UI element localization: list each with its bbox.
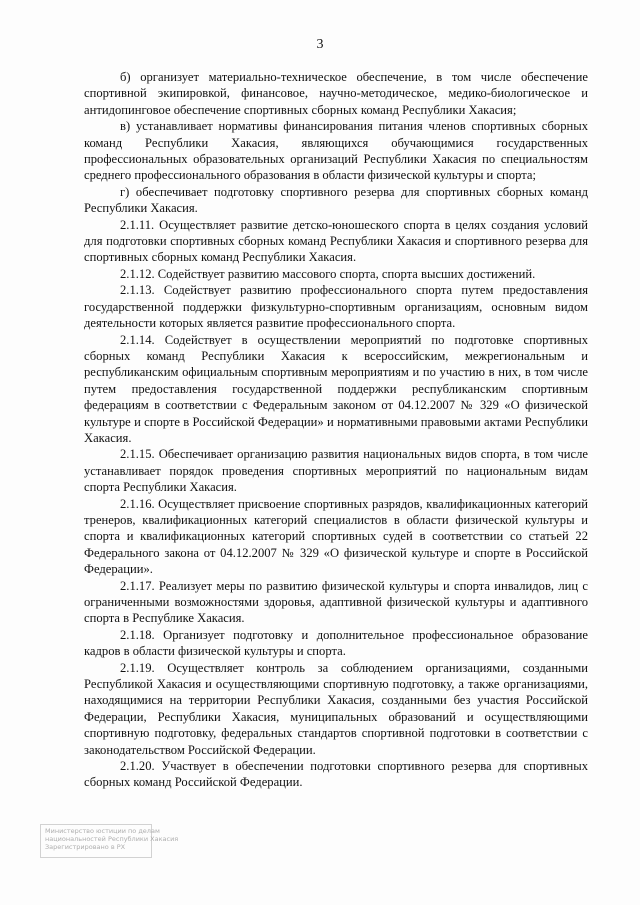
paragraph-2-1-11: 2.1.11. Осуществляет развитие детско-юношеского спорта в целях создания условий для подготовки спортивных сборных команд Республики Хакасия и спортивного резерва для спортивных сборных команд Республики Хакасия. bbox=[84, 217, 588, 265]
page-number: 3 bbox=[316, 37, 324, 52]
stamp-line-3: Зарегистрировано в РХ bbox=[45, 843, 126, 851]
paragraph-g: г) обеспечивает подготовку спортивного резерва для спортивных сборных команд Республики Хакасия. bbox=[84, 184, 588, 216]
registration-stamp bbox=[40, 824, 179, 858]
paragraph-2-1-13: 2.1.13. Содействует развитию профессионального спорта путем предоставления государственной поддержки физкультурно-спортивным организациям, основным видом деятельности которых является развитие профессионального спорта. bbox=[84, 283, 588, 331]
paragraph-v: в) устанавливает нормативы финансирования питания членов спортивных сборных команд Республики Хакасия, являющихся обучающимися государственных профессиональных образовательных организаций Республики Хакасия по специальностям среднего профессионального образования в области физической культуры и спорта; bbox=[84, 119, 588, 183]
paragraph-2-1-16: 2.1.16. Осуществляет присвоение спортивных разрядов, квалификационных категорий тренеров, квалификационных категорий специалистов в области физической культуры и спорта и квалификационных категорий спортивных судей в соответствии со статьей 22 Федерального закона от 04.12.2007 № 329 «О физической культуре и спорте в Российской Федерации». bbox=[84, 496, 588, 577]
stamp-line-2: национальностей Республики Хакасия bbox=[45, 835, 179, 843]
stamp-line-1: Министерство юстиции по делам bbox=[45, 827, 160, 835]
paragraph-2-1-18: 2.1.18. Организует подготовку и дополнительное профессиональное образование кадров в области физической культуры и спорта. bbox=[84, 627, 588, 659]
paragraph-2-1-14: 2.1.14. Содействует в осуществлении мероприятий по подготовке спортивных сборных команд Республики Хакасия к всероссийским, межрегиональным и республиканским официальным спортивным мероприятиям и по участию в них, в том числе путем предоставления государственной поддержки республиканским спортивным федерациям в соответствии с Федеральным законом от 04.12.2007 № 329 «О физической культуре и спорте в Российской Федерации» и нормативными правовыми актами Республики Хакасия. bbox=[84, 332, 588, 445]
paragraph-2-1-12: 2.1.12. Содействует развитию массового спорта, спорта высших достижений. bbox=[120, 266, 536, 281]
document-body bbox=[84, 69, 588, 791]
paragraph-2-1-15: 2.1.15. Обеспечивает организацию развития национальных видов спорта, в том числе устанавливает порядок проведения спортивных мероприятий по национальным видам спорта Республики Хакасия. bbox=[84, 447, 588, 495]
paragraph-2-1-17: 2.1.17. Реализует меры по развитию физической культуры и спорта инвалидов, лиц с ограниченными возможностями здоровья, адаптивной физической культуры и адаптивного спорта в Республике Хакасия. bbox=[84, 578, 588, 626]
paragraph-2-1-20: 2.1.20. Участвует в обеспечении подготовки спортивного резерва для спортивных сборных команд Российской Федерации. bbox=[84, 759, 588, 790]
paragraph-2-1-19: 2.1.19. Осуществляет контроль за соблюдением организациями, созданными Республикой Хакасия и осуществляющими спортивную подготовку, а также организациями, находящимися на территории Республики Хакасия, созданными без участия Российской Федерации, Республики Хакасия, муниципальных образований и осуществляющими спортивную подготовку, федеральных стандартов спортивной подготовки в соответствии с законодательством Российской Федерации. bbox=[84, 660, 588, 757]
paragraph-b: б) организует материально-техническое обеспечение, в том числе обеспечение спортивной экипировкой, финансовое, научно-методическое, медико-биологическое и антидопинговое обеспечение спортивных сборных команд Республики Хакасия; bbox=[84, 70, 588, 117]
